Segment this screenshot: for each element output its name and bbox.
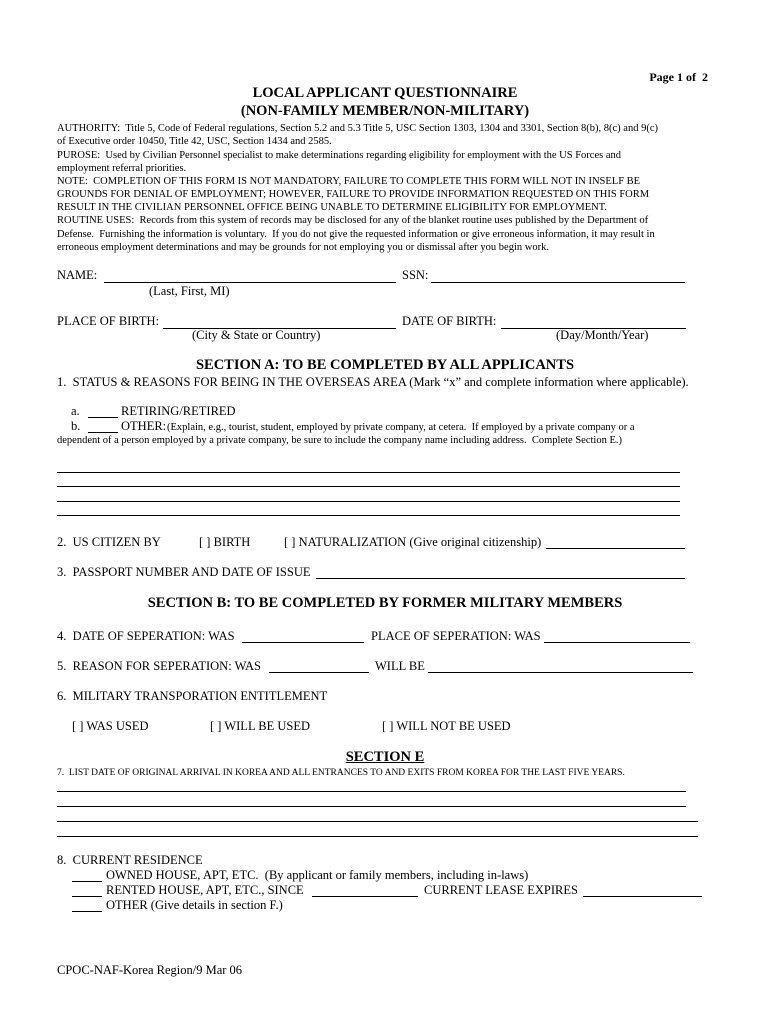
question-1: 1. STATUS & REASONS FOR BEING IN THE OVERSEAS AREA (Mark “x” and complete information where applicable). xyxy=(57,375,689,389)
q8-other-checkbox[interactable] xyxy=(72,911,102,912)
q8-owned-checkbox[interactable] xyxy=(72,881,102,882)
note-line-3: RESULT IN THE CIVILIAN PERSONNEL OFFICE BEING UNABLE TO DETERMINE ELIGIBILITY FOR EMPLOYMENT. xyxy=(57,202,607,213)
question-4-place: PLACE OF SEPERATION: WAS xyxy=(371,629,541,643)
q1-answer-line[interactable] xyxy=(57,501,680,502)
q8-lease-label: CURRENT LEASE EXPIRES xyxy=(424,883,578,897)
q8-owned-label: OWNED HOUSE, APT, ETC. (By applicant or family members, including in-laws) xyxy=(106,868,529,882)
q8-since-field[interactable] xyxy=(312,896,418,897)
q1b-detail-2: dependent of a person employed by a private company, be sure to include the company name including address. Complete Section E.) xyxy=(57,435,622,446)
question-6: 6. MILITARY TRANSPORATION ENTITLEMENT xyxy=(57,689,328,703)
q1a-label: RETIRING/RETIRED xyxy=(121,404,236,418)
question-4-date: 4. DATE OF SEPERATION: WAS xyxy=(57,629,235,643)
routine-line-3: erroneous employment determinations and may be grounds for not employing you or dismissal after you begin work. xyxy=(57,242,549,253)
section-a-heading: SECTION A: TO BE COMPLETED BY ALL APPLICANTS xyxy=(195,357,575,373)
form-subtitle: (NON-FAMILY MEMBER/NON-MILITARY) xyxy=(240,103,530,119)
question-5-reason: 5. REASON FOR SEPERATION: WAS xyxy=(57,659,261,673)
q6-will-not-be-used-option[interactable]: [ ] WILL NOT BE USED xyxy=(382,719,511,733)
q1b-checkbox[interactable] xyxy=(88,432,118,433)
authority-line-1: AUTHORITY: Title 5, Code of Federal regulations, Section 5.2 and 5.3 Title 5, USC Section 1303, 1304 and 3301, Section 8(b), 8(c) and 9(c) xyxy=(57,123,658,134)
question-2: 2. US CITIZEN BY xyxy=(57,535,161,549)
q1-answer-line[interactable] xyxy=(57,472,680,473)
q7-answer-line[interactable] xyxy=(57,836,698,837)
name-field[interactable] xyxy=(104,282,396,283)
q7-answer-line[interactable] xyxy=(57,821,698,822)
purpose-line-1: PUROSE: Used by Civilian Personnel specialist to make determinations regarding eligibility for employment with the US Forces and xyxy=(57,150,621,161)
q2-birth-option[interactable]: [ ] BIRTH xyxy=(199,535,251,549)
dob-hint: (Day/Month/Year) xyxy=(556,328,649,342)
q4-place-field[interactable] xyxy=(544,642,690,643)
form-footer: CPOC-NAF-Korea Region/9 Mar 06 xyxy=(57,963,243,977)
q8-other-label: OTHER (Give details in section F.) xyxy=(106,898,283,912)
q7-answer-line[interactable] xyxy=(57,806,686,807)
q8-rented-label: RENTED HOUSE, APT, ETC., SINCE xyxy=(106,883,304,897)
pob-hint: (City & State or Country) xyxy=(192,328,321,342)
section-e-heading: SECTION E xyxy=(345,749,425,765)
q1-answer-line[interactable] xyxy=(57,486,680,487)
form-title: LOCAL APPLICANT QUESTIONNAIRE xyxy=(252,85,518,101)
q5-reason-field[interactable] xyxy=(269,672,369,673)
ssn-label: SSN: xyxy=(402,268,429,282)
routine-line-1: ROUTINE USES: Records from this system of records may be disclosed for any of the blanket routine uses published by the Department of xyxy=(57,215,649,226)
page-number: Page 1 of 2 xyxy=(649,70,708,84)
q6-will-be-used-option[interactable]: [ ] WILL BE USED xyxy=(210,719,310,733)
question-8: 8. CURRENT RESIDENCE xyxy=(57,853,203,867)
routine-line-2: Defense. Furnishing the information is voluntary. If you do not give the requested information or give erroneous information, it may result in xyxy=(57,229,655,240)
q1b-detail-1: (Explain, e.g., tourist, student, employed by private company, at cetera. If employed by a private company or a xyxy=(167,422,635,433)
q6-was-used-option[interactable]: [ ] WAS USED xyxy=(72,719,149,733)
q7-answer-line[interactable] xyxy=(57,791,686,792)
purpose-line-2: employment referral priorities. xyxy=(57,163,187,174)
name-hint: (Last, First, MI) xyxy=(149,284,230,298)
q2-citizenship-field[interactable] xyxy=(546,548,685,549)
pob-label: PLACE OF BIRTH: xyxy=(57,314,160,328)
q2-naturalization-option[interactable]: [ ] NATURALIZATION (Give original citizenship) xyxy=(284,535,542,549)
q1-answer-line[interactable] xyxy=(57,515,680,516)
q3-passport-field[interactable] xyxy=(316,578,685,579)
q8-lease-field[interactable] xyxy=(583,896,702,897)
note-line-2: GROUNDS FOR DENIAL OF EMPLOYMENT; HOWEVER, FAILURE TO PROVIDE INFORMATION REQUESTED ON THIS FORM xyxy=(57,189,650,200)
dob-label: DATE OF BIRTH: xyxy=(402,314,497,328)
q1a-checkbox[interactable] xyxy=(88,417,118,418)
q8-rented-checkbox[interactable] xyxy=(72,896,102,897)
section-b-heading: SECTION B: TO BE COMPLETED BY FORMER MILITARY MEMBERS xyxy=(147,595,623,611)
note-line-1: NOTE: COMPLETION OF THIS FORM IS NOT MANDATORY, FAILURE TO COMPLETE THIS FORM WILL NOT IN INSELF BE xyxy=(57,176,641,187)
question-5-will-be: WILL BE xyxy=(375,659,425,673)
q1b-marker: b. xyxy=(71,419,81,433)
ssn-field[interactable] xyxy=(431,282,685,283)
name-label: NAME: xyxy=(57,268,98,282)
question-7: 7. LIST DATE OF ORIGINAL ARRIVAL IN KOREA AND ALL ENTRANCES TO AND EXITS FROM KOREA FOR THE LAST FIVE YEARS. xyxy=(57,768,625,778)
q1a-marker: a. xyxy=(71,404,80,418)
q4-date-field[interactable] xyxy=(242,642,364,643)
q5-will-be-field[interactable] xyxy=(428,672,693,673)
authority-line-2: of Executive order 10450, Title 42, USC, Section 1434 and 2585. xyxy=(57,136,332,147)
question-3: 3. PASSPORT NUMBER AND DATE OF ISSUE xyxy=(57,565,311,579)
q1b-label: OTHER: xyxy=(121,419,167,433)
